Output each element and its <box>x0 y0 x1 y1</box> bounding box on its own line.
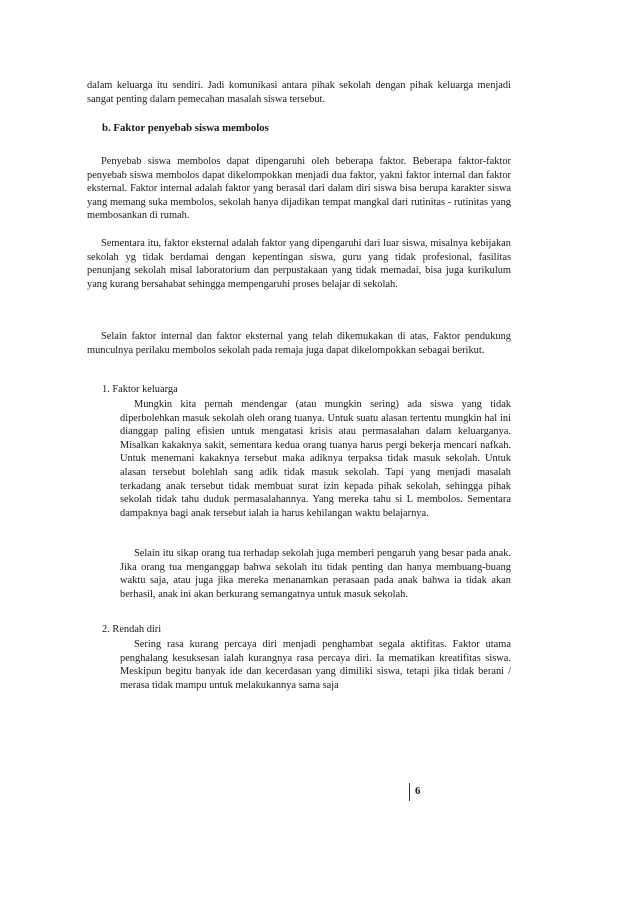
list-item-title-rendah-diri: 2. Rendah diri <box>102 624 162 635</box>
list-item-body-rendah-diri: Sering rasa kurang percaya diri menjadi penghambat segala aktifitas. Faktor utama penghalang kesuksesan ialah kurangnya rasa percaya diri. Ia mematikan kreatifitas siswa. Meskipun begitu banyak ide dan kecerdasan yang dimiliki siswa, tetapi jika tidak berani / merasa tidak mampu untuk melakukannya sama saja <box>120 639 511 691</box>
section-heading: b. Faktor penyebab siswa membolos <box>102 122 269 134</box>
intro-paragraph: dalam keluarga itu sendiri. Jadi komunikasi antara pihak sekolah dengan pihak keluarga menjadi sangat penting dalam pemecahan masalah siswa tersebut. <box>87 80 511 105</box>
page-number-divider <box>409 783 410 801</box>
paragraph-eksternal: Sementara itu, faktor eksternal adalah faktor yang dipengaruhi dari luar siswa, misalnya kebijakan sekolah yg tidak berdamai dengan kepentingan siswa, guru yang tidak profesional, fasilitas penunjang sekolah misal laboratorium dan perpustakaan yang tidak memadai, bisa juga kurikulum yang kurang bersahabat sehingga mempengaruhi proses belajar di sekolah. <box>87 238 511 290</box>
list-item-title-keluarga: 1. Faktor keluarga <box>102 384 178 395</box>
page-number: 6 <box>415 785 421 797</box>
paragraph-pendukung: Selain faktor internal dan faktor eksternal yang telah dikemukakan di atas, Faktor pendukung munculnya perilaku membolos sekolah pada remaja juga dapat dikelompokkan sebagai berikut. <box>87 331 511 356</box>
list-item-body-keluarga-2: Selain itu sikap orang tua terhadap sekolah juga memberi pengaruh yang besar pada anak. Jika orang tua menganggap bahwa sekolah itu tidak penting dan hanya membuang-buang waktu saja, atau juga jika mereka menanamkan perasaan pada anak bahwa ia tidak akan berhasil, anak ini akan berkurang semangatnya untuk masuk sekolah. <box>120 548 511 600</box>
list-item-body-keluarga-1: Mungkin kita pernah mendengar (atau mungkin sering) ada siswa yang tidak diperbolehkan masuk sekolah oleh orang tuanya. Untuk suatu alasan tertentu mungkin hal ini dianggap paling efisien untuk mengatasi krisis atau permasalahan dalam keluarganya. Misalkan kakaknya sakit, sementara kedua orang tuanya harus pergi bekerja mencari nafkah. Untuk menemani kakaknya tersebut maka adiknya terpaksa tidak masuk sekolah. Untuk alasan tersebut bolehlah sang adik tidak masuk sekolah. Tapi yang menjadi masalah terkadang anak tersebut tidak membuat surat izin kepada pihak sekolah, sehingga pihak sekolah tidak tahu duduk permasalahannya. Yang mereka tahu si L membolos. Sementara dampaknya bagi anak tersebut ialah ia harus kehilangan waktu belajarnya. <box>120 399 511 519</box>
paragraph-penyebab: Penyebab siswa membolos dapat dipengaruhi oleh beberapa faktor. Beberapa faktor-faktor penyebab siswa membolos dapat dikelompokkan menjadi dua faktor, yakni faktor internal dan faktor eksternal. Faktor internal adalah faktor yang berasal dari dalam diri siswa bisa berupa karakter siswa yang memang suka membolos, sekolah hanya dijadikan tempat mangkal dari rutinitas - rutinitas yang membosankan di rumah. <box>87 156 511 222</box>
